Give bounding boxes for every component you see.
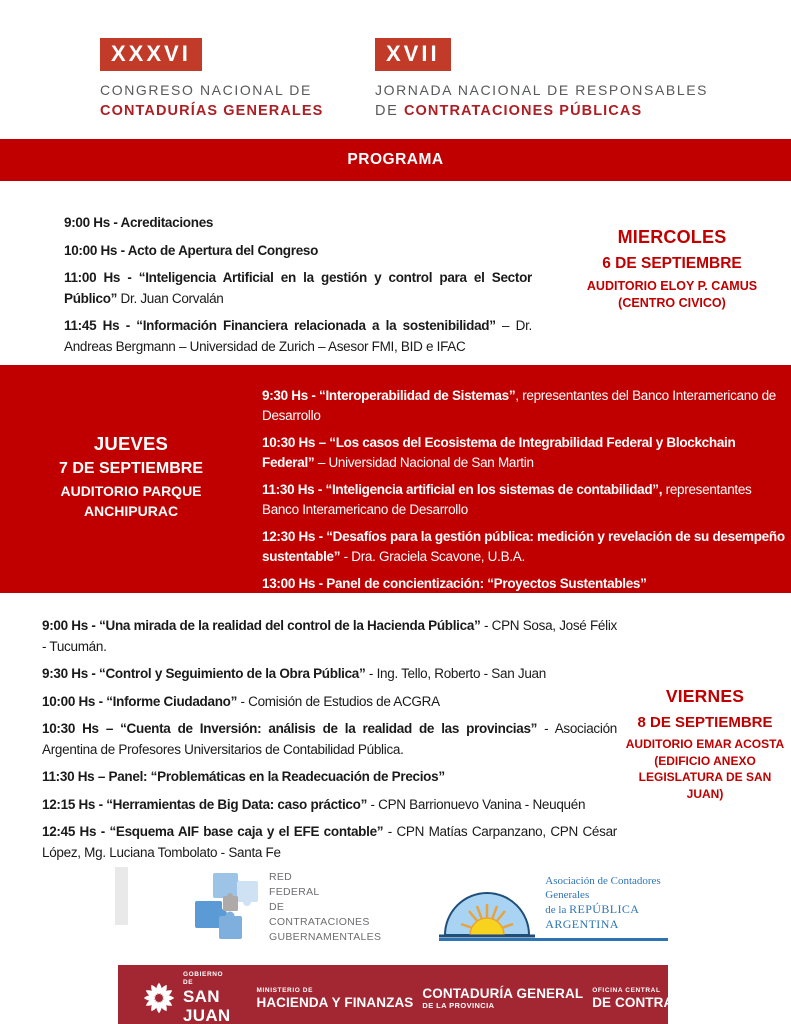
event-item xyxy=(64,241,532,262)
event-detail: - Asociación Argentina de Profesores Universitarios de Contabilidad Pública. xyxy=(42,721,617,757)
day-name: VIERNES xyxy=(665,686,745,706)
event-item xyxy=(64,316,532,357)
san-juan-label: SAN JUAN xyxy=(183,987,231,1024)
viernes-events xyxy=(42,616,617,860)
day-venue-line: AUDITORIO EMAR ACOSTA xyxy=(625,737,785,751)
day-card-miercoles xyxy=(556,227,788,365)
jornada-title-main: CONTRATACIONES PÚBLICAS xyxy=(403,103,643,119)
jornada-title-prefix: DE xyxy=(375,103,404,119)
acgra-label xyxy=(545,874,664,932)
oficina-block: OFICINA CENTRAL DE CONTRATACIONES xyxy=(592,986,742,1010)
event-item xyxy=(42,719,617,760)
event-title: 12:30 Hs - “Desafíos para la gestión pública: medición y revelación de su desempeño sustentable” xyxy=(262,529,785,564)
event-item xyxy=(42,822,617,863)
jornada-number-badge: XVII xyxy=(375,38,451,71)
event-detail: - Dra. Graciela Scavone, U.B.A. xyxy=(340,549,525,564)
congreso-title-line2: CONTADURÍAS GENERALES xyxy=(100,103,324,119)
event-detail: , representantes del Banco Interamericano de Desarrollo xyxy=(262,388,777,423)
section-miercoles xyxy=(0,181,791,365)
event-item xyxy=(64,213,532,234)
event-detail: representantes Banco Interamericano de Desarrollo xyxy=(262,482,752,517)
programa-banner: PROGRAMA xyxy=(0,139,791,181)
jornada-title-line1: JORNADA NACIONAL DE RESPONSABLES xyxy=(375,82,709,98)
event-item xyxy=(42,664,617,685)
event-detail: – Universidad Nacional de San Martin xyxy=(314,455,534,470)
red-federal-puzzle-icon xyxy=(193,869,259,945)
event-title: 9:30 Hs - “Interoperabilidad de Sistemas” xyxy=(262,388,516,403)
event-title: 12:45 Hs - “Esquema AIF base caja y el EFE contable” xyxy=(42,824,384,839)
event-title: 11:30 Hs – Panel: “Problemáticas en la Readecuación de Precios” xyxy=(42,769,445,784)
acgra-sun-icon xyxy=(439,880,535,938)
event-title: 13:00 Hs - Panel de concientización: “Proyectos Sustentables” xyxy=(262,576,647,591)
jornada-title-line2 xyxy=(375,101,735,122)
event-detail: - CPN Sosa, José Félix - Tucumán. xyxy=(42,618,617,654)
footer-brand-bar xyxy=(118,965,742,1024)
event-detail: - CPN Matías Carpanzano, CPN César López, Mg. Luciana Tombolato - Santa Fe xyxy=(42,824,617,860)
contaduria-block: CONTADURÍA GENERAL DE LA PROVINCIA xyxy=(422,986,584,1010)
ministerio-block: MINISTERIO DE HACIENDA Y FINANZAS xyxy=(256,986,414,1010)
jornada-logo xyxy=(375,38,735,122)
day-date: 6 DE SEPTIEMBRE xyxy=(602,255,742,272)
event-item xyxy=(42,767,617,788)
day-venue-line: AUDITORIO PARQUE xyxy=(60,483,202,499)
event-item xyxy=(262,386,786,426)
day-name: JUEVES xyxy=(93,433,169,454)
event-item xyxy=(262,433,786,473)
acgra-logo-group xyxy=(439,874,668,941)
event-item xyxy=(262,527,786,567)
event-detail: Dr. Juan Corvalán xyxy=(117,290,224,306)
day-card-viernes xyxy=(619,686,791,851)
event-item xyxy=(42,616,617,657)
event-title: 11:45 Hs - “Información Financiera relacionada a la sostenibilidad” xyxy=(64,318,496,333)
event-title: 9:00 Hs - “Una mirada de la realidad del control de la Hacienda Pública” xyxy=(42,618,481,633)
footer-logos-band xyxy=(115,865,668,949)
gobierno-de-label: GOBIERNO DE xyxy=(183,971,224,986)
event-title: 9:00 Hs - Acreditaciones xyxy=(64,215,214,230)
event-title: 12:15 Hs - “Herramientas de Big Data: caso práctico” xyxy=(42,796,368,812)
congreso-logo xyxy=(100,38,375,122)
day-venue-line: LEGISLATURA DE SAN JUAN) xyxy=(638,770,772,801)
scan-edge-strip xyxy=(115,867,128,925)
event-title: 10:30 Hs – “Los casos del Ecosistema de Integrabilidad Federal y Blockchain Federal” xyxy=(262,435,736,470)
san-juan-pinwheel-icon xyxy=(142,981,176,1015)
red-federal-line: FEDERAL xyxy=(269,885,320,898)
section-jueves xyxy=(0,365,791,593)
day-venue-line: AUDITORIO ELOY P. CAMUS xyxy=(586,279,758,293)
event-title: 10:00 Hs - “Informe Ciudadano” xyxy=(42,693,238,709)
day-venue-line: (CENTRO CIVICO) xyxy=(618,296,726,310)
acgra-line2: de la REPÚBLICA ARGENTINA xyxy=(545,901,639,931)
day-date: 7 DE SEPTIEMBRE xyxy=(58,460,204,477)
event-title: 10:00 Hs - Acto de Apertura del Congreso xyxy=(64,242,319,258)
day-date: 8 DE SEPTIEMBRE xyxy=(637,714,773,731)
event-item xyxy=(262,574,786,594)
event-item xyxy=(262,480,786,520)
event-item xyxy=(64,268,532,309)
event-detail: - Ing. Tello, Roberto - San Juan xyxy=(365,666,546,681)
red-federal-line: GUBERNAMENTALES xyxy=(269,930,382,943)
miercoles-events xyxy=(64,213,532,365)
day-card-jueves xyxy=(0,365,262,593)
event-detail: – Dr. Andreas Bergmann – Universidad de Zurich – Asesor FMI, BID e IFAC xyxy=(64,318,532,354)
day-venue-line: (EDIFICIO ANEXO xyxy=(654,753,756,768)
event-item xyxy=(42,795,617,816)
congreso-title-line1: CONGRESO NACIONAL DE xyxy=(100,82,312,98)
event-detail: - CPN Barrionuevo Vanina - Neuquén xyxy=(367,796,586,812)
event-title: 9:30 Hs - “Control y Seguimiento de la Obra Pública” xyxy=(42,666,366,681)
acgra-line1: Asociación de Contadores Generales xyxy=(545,874,661,901)
header xyxy=(0,0,791,122)
event-title: 10:30 Hs – “Cuenta de Inversión: análisis de la realidad de las provincias” xyxy=(42,721,538,736)
day-name: MIERCOLES xyxy=(617,227,727,247)
jueves-events xyxy=(262,365,786,593)
red-federal-line: RED xyxy=(269,870,293,883)
event-item xyxy=(42,692,617,713)
day-venue-line: ANCHIPURAC xyxy=(83,503,179,519)
congreso-number-badge: XXXVI xyxy=(100,38,202,71)
event-title: 11:00 Hs - “Inteligencia Artificial en la gestión y control para el Sector Público” xyxy=(64,270,532,306)
san-juan-wordmark xyxy=(183,971,230,1024)
red-federal-line: DE CONTRATACIONES xyxy=(269,900,370,928)
section-viernes xyxy=(0,593,791,860)
event-title: 11:30 Hs - “Inteligencia artificial en los sistemas de contabilidad”, xyxy=(262,482,663,497)
event-detail: - Comisión de Estudios de ACGRA xyxy=(237,693,440,709)
red-federal-label xyxy=(269,870,381,945)
